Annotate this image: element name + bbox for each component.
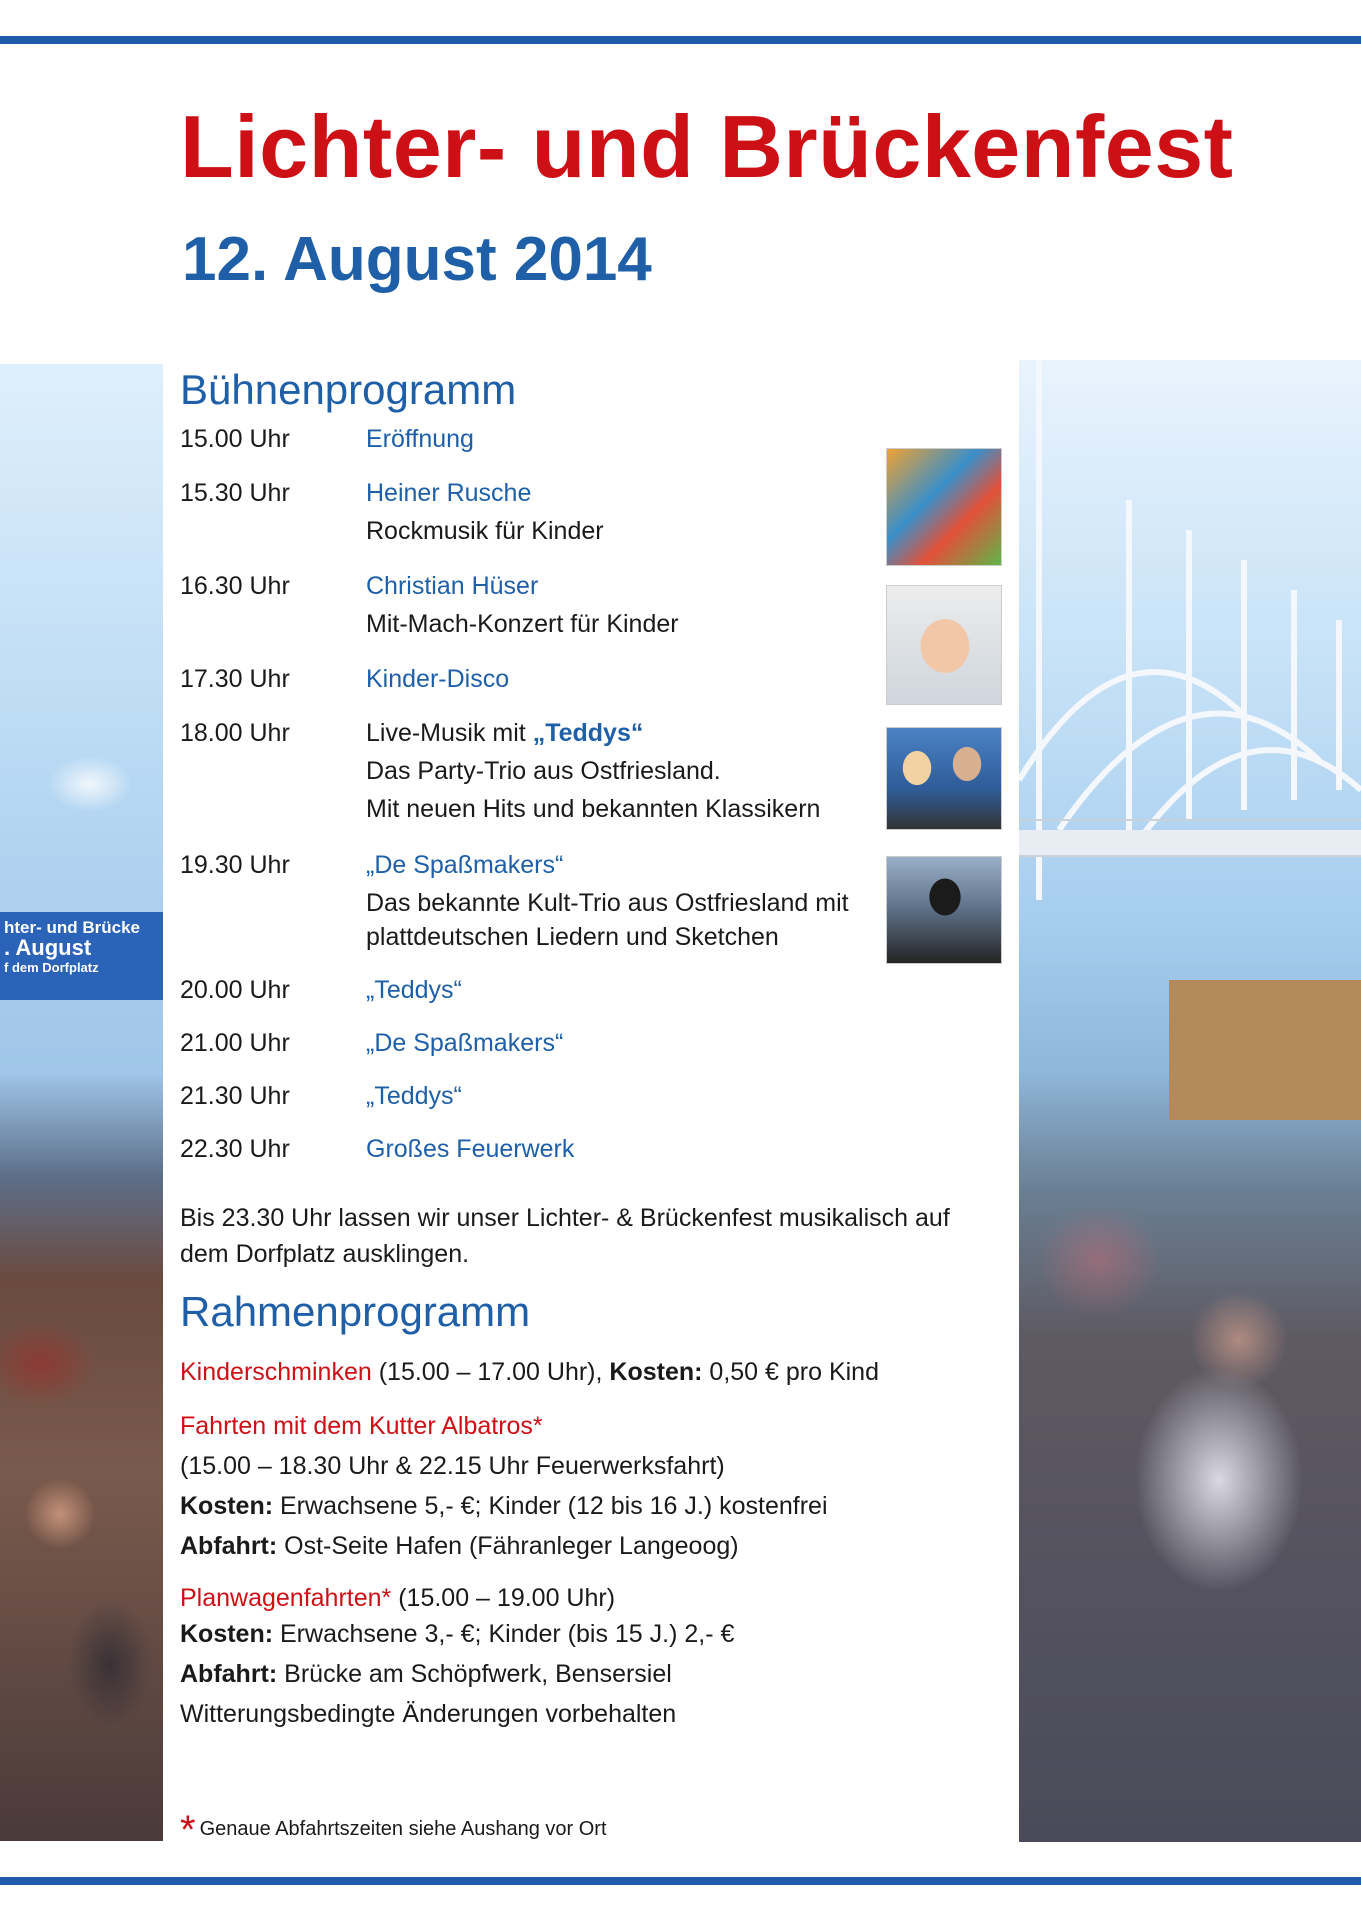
schedule-event: „Teddys“	[366, 1082, 462, 1110]
schedule-content	[366, 714, 916, 828]
event-name: „Teddys“	[532, 719, 644, 747]
schedule-content	[366, 1130, 916, 1168]
schedule-time: 22.30 Uhr	[180, 1135, 290, 1163]
footnote-text: Genaue Abfahrtszeiten siehe Aushang vor Ort	[199, 1818, 607, 1840]
schedule-event: „Teddys“	[366, 976, 462, 1004]
schedule-event: „De Spaßmakers“	[366, 1029, 564, 1057]
page-title: Lichter- und Brückenfest	[180, 97, 1234, 196]
schedule-time: 21.30 Uhr	[180, 1082, 290, 1110]
schedule-time: 17.30 Uhr	[180, 665, 290, 693]
schedule-description: Das Party-Trio aus Ostfriesland.	[366, 757, 721, 785]
schedule-time: 15.30 Uhr	[180, 479, 290, 507]
schedule-event: Kinder-Disco	[366, 665, 510, 693]
activity-name: Kinderschminken	[180, 1358, 372, 1386]
event-prefix: Live-Musik mit	[366, 719, 533, 747]
schedule-time: 21.00 Uhr	[180, 1029, 290, 1057]
schedule-description: plattdeutschen Liedern und Sketchen	[366, 923, 779, 951]
kinderschminken-line	[180, 1352, 1000, 1392]
performer-photo-christian-hueser	[886, 585, 1002, 705]
activity-name: Fahrten mit dem Kutter Albatros*	[180, 1412, 543, 1440]
schedule-description: Rockmusik für Kinder	[366, 517, 604, 545]
photo-banner	[0, 912, 163, 1000]
cost-label: Kosten:	[180, 1620, 274, 1648]
activity-name: Planwagenfahrten*	[180, 1584, 392, 1612]
top-rule	[0, 36, 1361, 44]
cost-value: Erwachsene 3,- €; Kinder (bis 15 J.) 2,- €	[273, 1620, 735, 1648]
bridge-illustration	[1019, 360, 1361, 1842]
planwagen-cost	[180, 1614, 1000, 1654]
schedule-event: Heiner Rusche	[366, 479, 532, 507]
kutter-title	[180, 1406, 1000, 1446]
departure-label: Abfahrt:	[180, 1532, 278, 1560]
schedule-event: Eröffnung	[366, 425, 474, 453]
cost-label: Kosten:	[180, 1492, 274, 1520]
cost-value: 0,50 € pro Kind	[702, 1358, 879, 1386]
schedule-time: 19.30 Uhr	[180, 851, 290, 879]
activity-time: (15.00 – 17.00 Uhr),	[371, 1358, 610, 1386]
departure-value: Ost-Seite Hafen (Fähranleger Langeoog)	[277, 1532, 739, 1560]
planwagen-departure	[180, 1654, 1000, 1694]
performer-photo-teddys	[886, 727, 1002, 830]
schedule-description: Mit neuen Hits und bekannten Klassikern	[366, 795, 821, 823]
cost-label: Kosten:	[609, 1358, 703, 1386]
schedule-time: 18.00 Uhr	[180, 719, 290, 747]
bottom-rule	[0, 1877, 1361, 1885]
schedule-content	[366, 420, 916, 458]
section-heading-buehnenprogramm: Bühnenprogramm	[180, 366, 517, 413]
departure-value: Brücke am Schöpfwerk, Bensersiel	[277, 1660, 672, 1688]
schedule-event: Christian Hüser	[366, 572, 539, 600]
schedule-content	[366, 660, 916, 698]
event-date: 12. August 2014	[182, 225, 652, 294]
kutter-departure	[180, 1526, 1000, 1566]
weather-disclaimer: Witterungsbedingte Änderungen vorbehalten	[180, 1700, 677, 1728]
schedule-content	[366, 1077, 916, 1115]
banner-line: . August	[4, 935, 92, 960]
departure-label: Abfahrt:	[180, 1660, 278, 1688]
schedule-event	[366, 714, 916, 752]
cost-value: Erwachsene 5,- €; Kinder (12 bis 16 J.) kostenfrei	[273, 1492, 828, 1520]
activity-time: (15.00 – 19.00 Uhr)	[391, 1584, 616, 1612]
kutter-cost	[180, 1486, 1000, 1526]
section-heading-rahmenprogramm: Rahmenprogramm	[180, 1288, 531, 1335]
schedule-time: 16.30 Uhr	[180, 572, 290, 600]
schedule-content	[366, 846, 916, 956]
schedule-event: Großes Feuerwerk	[366, 1135, 575, 1163]
bridge-photo-right	[1019, 360, 1361, 1842]
schedule-description: Mit-Mach-Konzert für Kinder	[366, 610, 679, 638]
banner-line: hter- und Brücke	[4, 918, 141, 937]
schedule-content	[366, 971, 916, 1009]
performer-photo-de-spassmakers	[886, 856, 1002, 964]
schedule-content	[366, 567, 916, 643]
performer-photo-heiner-rusche	[886, 448, 1002, 566]
footnote	[180, 1808, 607, 1853]
banner-line: f dem Dorfplatz	[4, 960, 99, 975]
schedule-content	[366, 474, 916, 550]
schedule-time: 20.00 Uhr	[180, 976, 290, 1004]
planwagen-title	[180, 1578, 1000, 1618]
schedule-event: „De Spaßmakers“	[366, 851, 564, 879]
schedule-description: Das bekannte Kult-Trio aus Ostfriesland mit	[366, 889, 849, 917]
closing-note: Bis 23.30 Uhr lassen wir unser Lichter- & Brückenfest musikalisch auf dem Dorfplatz ausklingen.	[180, 1204, 950, 1268]
schedule-time: 15.00 Uhr	[180, 425, 290, 453]
schedule-content	[366, 1024, 916, 1062]
crowd-photo-left	[0, 364, 163, 1841]
asterisk-mark: *	[180, 1808, 196, 1852]
kutter-time: (15.00 – 18.30 Uhr & 22.15 Uhr Feuerwerksfahrt)	[180, 1452, 725, 1480]
